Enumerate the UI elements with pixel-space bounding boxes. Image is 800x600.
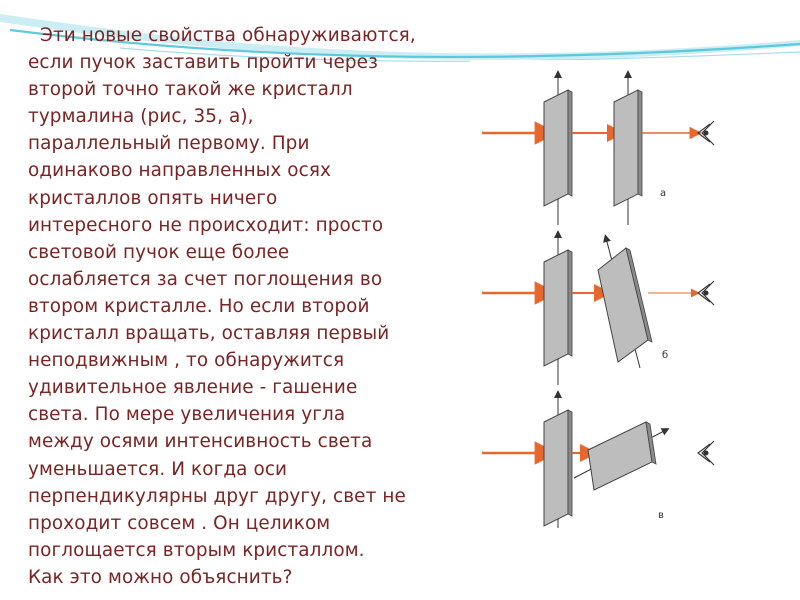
paragraph-line: турмалина (рис, 35, а), [28, 106, 254, 128]
paragraph-line: интересного не происходит: просто [28, 214, 384, 236]
paragraph-line: между осями интенсивность света [28, 431, 373, 453]
label-c: в [658, 510, 664, 521]
crystal-plate-1 [544, 90, 568, 206]
eye-icon [698, 441, 714, 465]
paragraph-line: втором кристалле. Но если второй [28, 295, 370, 317]
crystal-plate-1 [544, 410, 568, 526]
paragraph-line: Как это можно объяснить? [28, 566, 293, 588]
eye-icon [698, 281, 714, 305]
paragraph-line: кристаллов опять ничего [28, 187, 278, 209]
label-a: а [660, 188, 667, 199]
panel-a [482, 74, 714, 225]
paragraph-line: света. По мере увеличения угла [28, 404, 346, 426]
paragraph-line: перпендикулярны друг другу, свет не [28, 485, 406, 507]
paragraph-line: если пучок заставить пройти через [28, 52, 378, 74]
label-b: б [662, 350, 669, 361]
crystal-plate-1-side [568, 410, 572, 516]
crystal-plate-2-horizontal [588, 422, 652, 490]
figure-35-diagram [470, 60, 766, 530]
crystal-plate-2-side [638, 90, 642, 196]
eye-icon [698, 121, 714, 145]
crystal-plate-1-side [568, 90, 572, 196]
paragraph-line: второй точно такой же кристалл [28, 79, 353, 101]
crystal-plate-1-side [568, 250, 572, 356]
paragraph-line: Эти новые свойства обнаруживаются, [40, 25, 416, 46]
crystal-plate-2 [614, 90, 638, 206]
main-paragraph [28, 22, 458, 591]
paragraph-line: одинаково направленных осях [28, 160, 331, 182]
paragraph-line: световой пучок еще более [28, 241, 290, 263]
paragraph-line: кристалл вращать, оставляя первый [28, 323, 390, 345]
polarization-figure [470, 60, 766, 530]
paragraph-line: неподвижным , то обнаружится [28, 350, 345, 372]
paragraph-line: поглощается вторым кристаллом. [28, 539, 365, 561]
panel-b [482, 234, 714, 385]
panel-c [482, 394, 714, 528]
paragraph-line: удивительное явление - гашение [28, 377, 358, 399]
paragraph-line: параллельный первому. При [28, 133, 310, 155]
paragraph-line: проходит совсем . Он целиком [28, 512, 331, 534]
paragraph-line: уменьшается. И когда оси [28, 458, 288, 480]
paragraph-line: ослабляется за счет поглощения во [28, 268, 383, 290]
crystal-plate-1 [544, 250, 568, 366]
